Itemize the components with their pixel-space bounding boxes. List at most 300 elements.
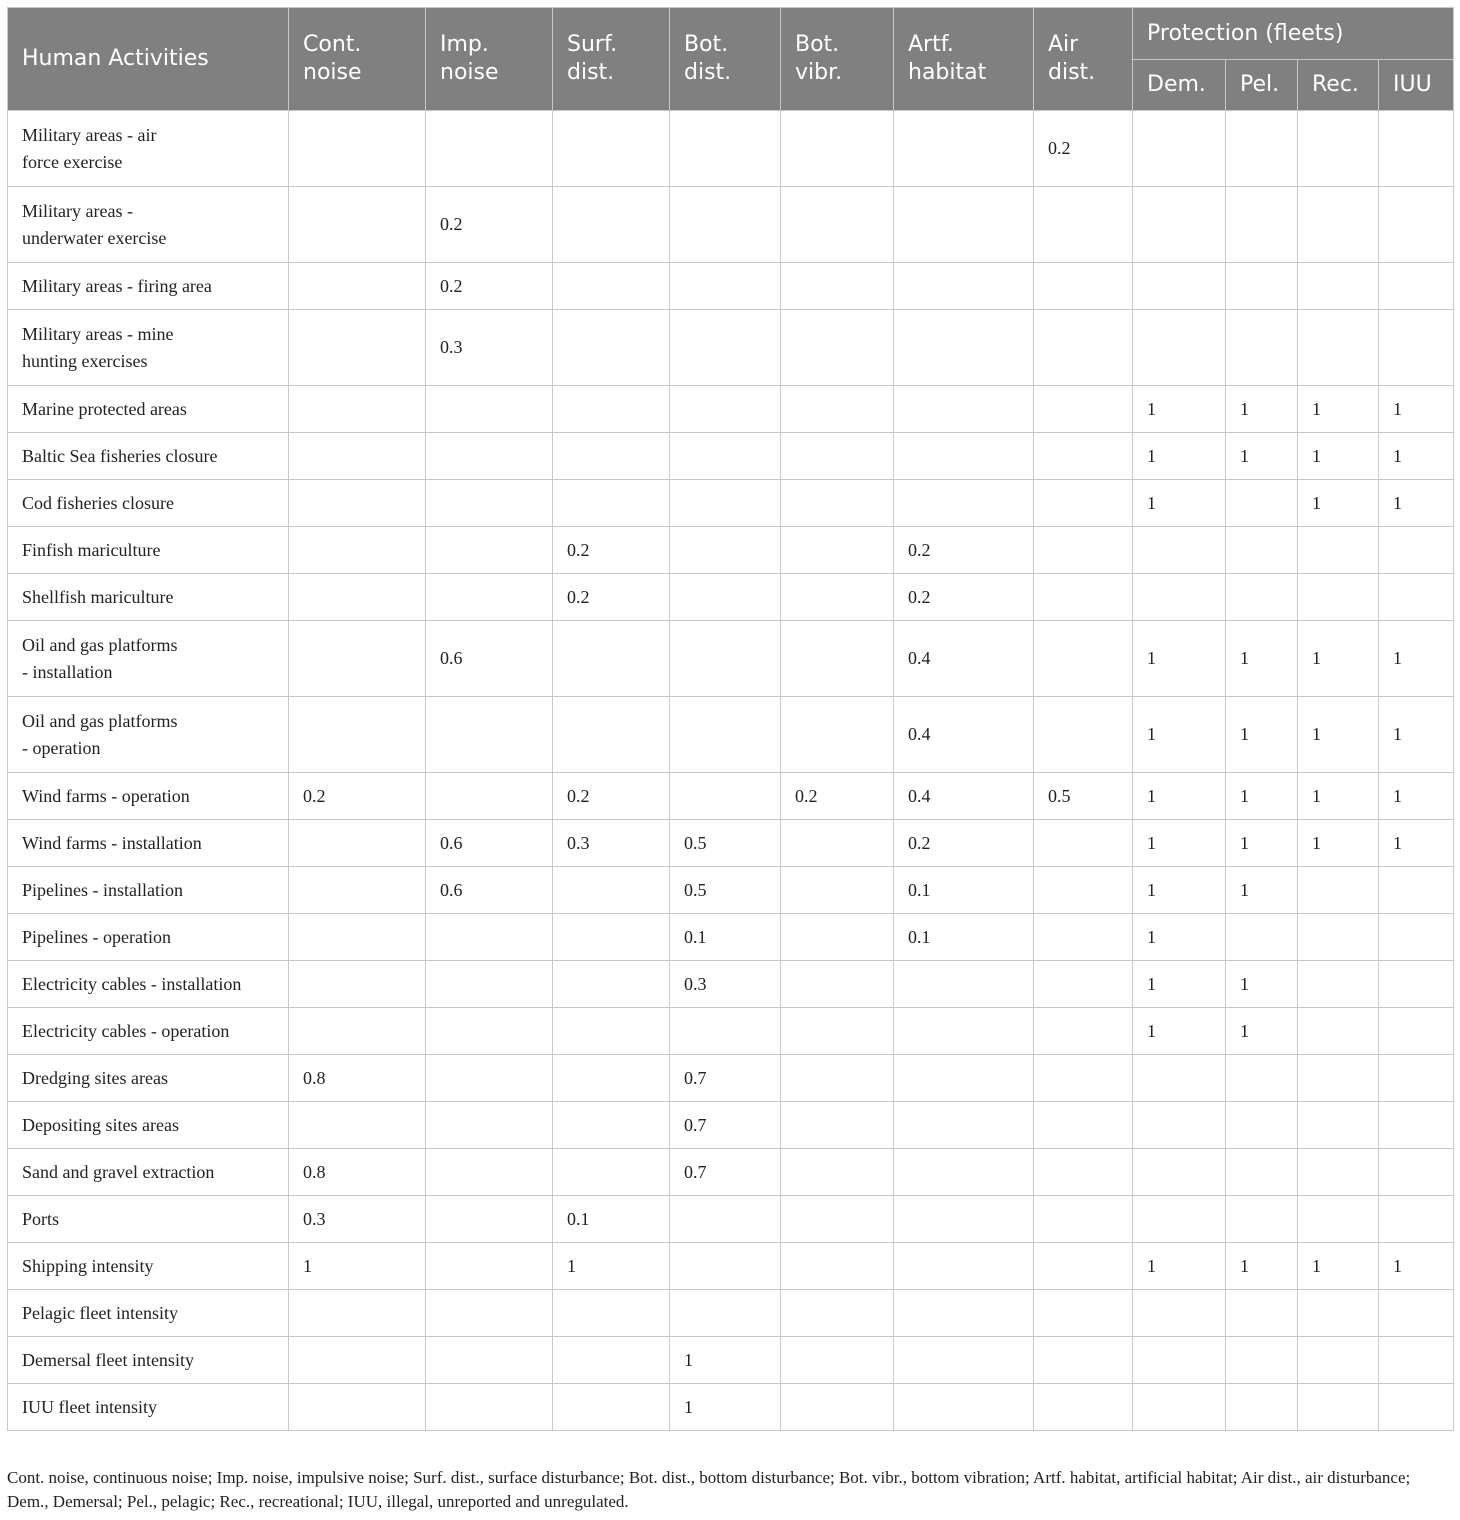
value-cell (670, 480, 781, 527)
table-row (8, 310, 1454, 386)
value-cell (1379, 263, 1454, 310)
value-cell (670, 1196, 781, 1243)
value-cell (1379, 1055, 1454, 1102)
value-cell (1034, 263, 1133, 310)
value-cell (1226, 1290, 1298, 1337)
value-cell (894, 1196, 1034, 1243)
value-cell (894, 386, 1034, 433)
value-cell: 1 (1379, 433, 1454, 480)
value-cell (781, 386, 894, 433)
value-cell: 0.5 (670, 867, 781, 914)
value-cell (1133, 111, 1226, 187)
activity-cell: Shipping intensity (8, 1243, 289, 1290)
header-imp-noise: Imp. noise (426, 8, 553, 111)
value-cell (781, 527, 894, 574)
value-cell (1034, 386, 1133, 433)
value-cell: 0.3 (553, 820, 670, 867)
value-cell (1034, 1243, 1133, 1290)
table-row (8, 1008, 1454, 1055)
value-cell (289, 697, 426, 773)
value-cell (426, 480, 553, 527)
activity-cell: Military areas - firing area (8, 263, 289, 310)
value-cell (1379, 574, 1454, 621)
value-cell (1226, 1149, 1298, 1196)
header-dem: Dem. (1133, 60, 1226, 111)
value-cell (1133, 263, 1226, 310)
table-footnote: Cont. noise, continuous noise; Imp. noise, impulsive noise; Surf. dist., surface disturbance; Bot. dist., bottom disturbance; Bot. vibr., bottom vibration; Artf. habitat, artificial habitat; Air dist., air disturbance; Dem., Demersal; Pel., pelagic; Rec., recreational; IUU, illegal, unreported and unregulated. (7, 1468, 1411, 1511)
activity-cell: Demersal fleet intensity (8, 1337, 289, 1384)
value-cell (553, 480, 670, 527)
value-cell (781, 1196, 894, 1243)
value-cell (1133, 1102, 1226, 1149)
value-cell (426, 1008, 553, 1055)
value-cell (1379, 914, 1454, 961)
value-cell (1034, 621, 1133, 697)
value-cell: 0.2 (553, 773, 670, 820)
value-cell: 0.7 (670, 1055, 781, 1102)
value-cell: 0.8 (289, 1055, 426, 1102)
value-cell (894, 111, 1034, 187)
activity-cell: Pipelines - operation (8, 914, 289, 961)
value-cell: 1 (1133, 697, 1226, 773)
header-human-activities: Human Activities (8, 8, 289, 111)
table-row (8, 697, 1454, 773)
value-cell (1034, 1008, 1133, 1055)
value-cell: 0.3 (670, 961, 781, 1008)
value-cell: 0.1 (894, 867, 1034, 914)
value-cell (1034, 1196, 1133, 1243)
value-cell: 1 (670, 1384, 781, 1431)
value-cell (1226, 527, 1298, 574)
activity-cell: Pelagic fleet intensity (8, 1290, 289, 1337)
value-cell (426, 1290, 553, 1337)
value-cell (781, 1384, 894, 1431)
table-row (8, 1196, 1454, 1243)
value-cell (1379, 1149, 1454, 1196)
value-cell (670, 773, 781, 820)
value-cell (781, 480, 894, 527)
activity-cell: Baltic Sea fisheries closure (8, 433, 289, 480)
value-cell (426, 1243, 553, 1290)
value-cell (670, 386, 781, 433)
activity-cell: Military areas - air force exercise (8, 111, 289, 187)
value-cell (670, 1008, 781, 1055)
table-row (8, 386, 1454, 433)
value-cell (1133, 1055, 1226, 1102)
header-bot-dist: Bot. dist. (670, 8, 781, 111)
value-cell (289, 867, 426, 914)
value-cell (781, 1290, 894, 1337)
value-cell: 1 (1226, 961, 1298, 1008)
table-row (8, 111, 1454, 187)
value-cell: 0.2 (1034, 111, 1133, 187)
value-cell: 1 (1133, 1008, 1226, 1055)
value-cell (1298, 111, 1379, 187)
value-cell: 0.3 (289, 1196, 426, 1243)
value-cell (426, 773, 553, 820)
table-body (8, 111, 1454, 1431)
value-cell (1133, 1384, 1226, 1431)
value-cell: 0.5 (670, 820, 781, 867)
value-cell: 0.2 (553, 527, 670, 574)
value-cell (1379, 1008, 1454, 1055)
value-cell (553, 914, 670, 961)
value-cell (1034, 310, 1133, 386)
value-cell (781, 1149, 894, 1196)
value-cell (1226, 310, 1298, 386)
value-cell (894, 433, 1034, 480)
value-cell (670, 697, 781, 773)
value-cell (781, 310, 894, 386)
value-cell (1298, 1196, 1379, 1243)
value-cell: 1 (1133, 1243, 1226, 1290)
table-row (8, 263, 1454, 310)
value-cell (1034, 1149, 1133, 1196)
value-cell: 1 (1226, 386, 1298, 433)
value-cell (553, 263, 670, 310)
value-cell (781, 867, 894, 914)
value-cell (1226, 574, 1298, 621)
value-cell (1379, 961, 1454, 1008)
value-cell (426, 1384, 553, 1431)
value-cell (1226, 111, 1298, 187)
value-cell (1034, 914, 1133, 961)
value-cell (670, 187, 781, 263)
value-cell (1379, 1384, 1454, 1431)
value-cell: 1 (1133, 914, 1226, 961)
value-cell (1298, 1008, 1379, 1055)
value-cell: 1 (289, 1243, 426, 1290)
value-cell (1298, 527, 1379, 574)
value-cell: 1 (1379, 820, 1454, 867)
value-cell: 0.5 (1034, 773, 1133, 820)
value-cell: 1 (1298, 386, 1379, 433)
value-cell (1226, 914, 1298, 961)
value-cell (894, 1243, 1034, 1290)
value-cell: 0.7 (670, 1149, 781, 1196)
value-cell (894, 961, 1034, 1008)
value-cell: 1 (553, 1243, 670, 1290)
value-cell (1034, 1337, 1133, 1384)
value-cell (1298, 867, 1379, 914)
activity-cell: Electricity cables - operation (8, 1008, 289, 1055)
activity-cell: IUU fleet intensity (8, 1384, 289, 1431)
table-row (8, 1149, 1454, 1196)
value-cell: 1 (1226, 621, 1298, 697)
value-cell (1133, 1290, 1226, 1337)
value-cell (781, 820, 894, 867)
pressure-table (7, 7, 1454, 1431)
value-cell: 1 (1133, 820, 1226, 867)
value-cell (1034, 527, 1133, 574)
value-cell (553, 111, 670, 187)
value-cell (781, 961, 894, 1008)
value-cell: 0.6 (426, 820, 553, 867)
value-cell: 0.1 (894, 914, 1034, 961)
header-surf-dist: Surf. dist. (553, 8, 670, 111)
value-cell (670, 310, 781, 386)
value-cell: 1 (1379, 386, 1454, 433)
value-cell: 1 (1133, 773, 1226, 820)
value-cell (289, 961, 426, 1008)
table-row (8, 527, 1454, 574)
value-cell: 1 (1298, 773, 1379, 820)
value-cell (670, 621, 781, 697)
value-cell (426, 961, 553, 1008)
value-cell (1298, 1055, 1379, 1102)
value-cell (1034, 1055, 1133, 1102)
table-row (8, 1243, 1454, 1290)
value-cell (781, 697, 894, 773)
value-cell (426, 433, 553, 480)
value-cell (553, 1149, 670, 1196)
value-cell: 1 (1133, 433, 1226, 480)
value-cell (894, 1384, 1034, 1431)
value-cell (289, 527, 426, 574)
value-cell: 1 (1379, 621, 1454, 697)
value-cell (289, 621, 426, 697)
value-cell (894, 1290, 1034, 1337)
value-cell (1034, 1384, 1133, 1431)
header-artf-habitat: Artf. habitat (894, 8, 1034, 111)
value-cell (1034, 480, 1133, 527)
value-cell: 1 (1226, 433, 1298, 480)
value-cell: 1 (1133, 621, 1226, 697)
value-cell: 1 (1226, 697, 1298, 773)
value-cell (1226, 1337, 1298, 1384)
value-cell (1379, 1337, 1454, 1384)
value-cell (289, 310, 426, 386)
value-cell (1379, 867, 1454, 914)
value-cell: 1 (670, 1337, 781, 1384)
value-cell (781, 187, 894, 263)
value-cell (553, 310, 670, 386)
value-cell (1133, 187, 1226, 263)
value-cell (289, 1337, 426, 1384)
value-cell: 1 (1298, 697, 1379, 773)
value-cell: 0.4 (894, 697, 1034, 773)
value-cell (781, 111, 894, 187)
value-cell (894, 1102, 1034, 1149)
value-cell (553, 697, 670, 773)
table-row (8, 1384, 1454, 1431)
activity-cell: Cod fisheries closure (8, 480, 289, 527)
value-cell (1379, 1196, 1454, 1243)
value-cell (894, 1008, 1034, 1055)
value-cell: 0.2 (894, 820, 1034, 867)
value-cell (426, 1102, 553, 1149)
value-cell (1379, 1290, 1454, 1337)
value-cell (426, 527, 553, 574)
value-cell: 1 (1226, 1243, 1298, 1290)
value-cell (894, 1055, 1034, 1102)
value-cell (426, 574, 553, 621)
activity-cell: Wind farms - operation (8, 773, 289, 820)
value-cell: 0.1 (670, 914, 781, 961)
value-cell (894, 310, 1034, 386)
value-cell (1379, 187, 1454, 263)
value-cell (781, 1337, 894, 1384)
activity-cell: Wind farms - installation (8, 820, 289, 867)
value-cell: 1 (1226, 1008, 1298, 1055)
value-cell (1034, 574, 1133, 621)
value-cell: 1 (1133, 961, 1226, 1008)
value-cell (894, 480, 1034, 527)
table-row (8, 433, 1454, 480)
activity-cell: Finfish mariculture (8, 527, 289, 574)
value-cell (1034, 1102, 1133, 1149)
value-cell: 1 (1298, 820, 1379, 867)
value-cell (1379, 527, 1454, 574)
value-cell (670, 1290, 781, 1337)
activity-cell: Electricity cables - installation (8, 961, 289, 1008)
value-cell (1298, 187, 1379, 263)
value-cell: 1 (1379, 1243, 1454, 1290)
value-cell: 0.2 (553, 574, 670, 621)
value-cell (1226, 1102, 1298, 1149)
value-cell (1298, 1102, 1379, 1149)
value-cell: 0.2 (426, 187, 553, 263)
table-row (8, 961, 1454, 1008)
table-row (8, 621, 1454, 697)
value-cell (670, 111, 781, 187)
value-cell (1298, 914, 1379, 961)
value-cell (1379, 111, 1454, 187)
value-cell (1379, 1102, 1454, 1149)
value-cell: 1 (1133, 480, 1226, 527)
value-cell (781, 574, 894, 621)
value-cell (426, 1149, 553, 1196)
value-cell (1226, 1196, 1298, 1243)
value-cell (781, 621, 894, 697)
value-cell (553, 187, 670, 263)
value-cell: 1 (1298, 621, 1379, 697)
table-row (8, 1102, 1454, 1149)
activity-cell: Oil and gas platforms - installation (8, 621, 289, 697)
value-cell: 1 (1379, 480, 1454, 527)
value-cell (1298, 1290, 1379, 1337)
value-cell (426, 697, 553, 773)
value-cell (1133, 527, 1226, 574)
value-cell (1034, 867, 1133, 914)
value-cell (781, 914, 894, 961)
value-cell (289, 480, 426, 527)
value-cell (553, 1337, 670, 1384)
value-cell (1133, 1149, 1226, 1196)
header-pel: Pel. (1226, 60, 1298, 111)
value-cell: 1 (1298, 1243, 1379, 1290)
value-cell (426, 386, 553, 433)
value-cell (289, 1008, 426, 1055)
value-cell (289, 914, 426, 961)
value-cell (553, 1055, 670, 1102)
value-cell (553, 867, 670, 914)
activity-cell: Depositing sites areas (8, 1102, 289, 1149)
value-cell (289, 1384, 426, 1431)
value-cell (289, 820, 426, 867)
value-cell (781, 1008, 894, 1055)
value-cell (553, 1008, 670, 1055)
value-cell: 0.1 (553, 1196, 670, 1243)
activity-cell: Sand and gravel extraction (8, 1149, 289, 1196)
activity-cell: Shellfish mariculture (8, 574, 289, 621)
value-cell (1226, 263, 1298, 310)
value-cell (1034, 1290, 1133, 1337)
value-cell (1298, 1337, 1379, 1384)
table-row (8, 1055, 1454, 1102)
value-cell (553, 433, 670, 480)
header-rec: Rec. (1298, 60, 1379, 111)
activity-cell: Military areas - mine hunting exercises (8, 310, 289, 386)
value-cell: 1 (1133, 386, 1226, 433)
value-cell: 0.3 (426, 310, 553, 386)
value-cell (781, 1055, 894, 1102)
table-row (8, 187, 1454, 263)
value-cell (553, 1384, 670, 1431)
value-cell (426, 111, 553, 187)
value-cell: 0.8 (289, 1149, 426, 1196)
value-cell (1226, 480, 1298, 527)
value-cell (553, 961, 670, 1008)
value-cell (1034, 820, 1133, 867)
value-cell (894, 1337, 1034, 1384)
value-cell (289, 263, 426, 310)
value-cell (426, 1337, 553, 1384)
activity-cell: Pipelines - installation (8, 867, 289, 914)
value-cell: 1 (1226, 820, 1298, 867)
value-cell: 0.2 (289, 773, 426, 820)
value-cell (1298, 1149, 1379, 1196)
value-cell: 0.2 (426, 263, 553, 310)
value-cell (670, 433, 781, 480)
activity-cell: Dredging sites areas (8, 1055, 289, 1102)
table-row (8, 1290, 1454, 1337)
value-cell (670, 1243, 781, 1290)
value-cell (1298, 961, 1379, 1008)
value-cell (1226, 1055, 1298, 1102)
value-cell (426, 914, 553, 961)
value-cell (1034, 187, 1133, 263)
value-cell: 0.2 (781, 773, 894, 820)
value-cell (1133, 310, 1226, 386)
value-cell: 1 (1226, 867, 1298, 914)
value-cell (894, 187, 1034, 263)
value-cell (1298, 1384, 1379, 1431)
value-cell: 0.7 (670, 1102, 781, 1149)
value-cell (553, 386, 670, 433)
table-row (8, 867, 1454, 914)
value-cell (894, 263, 1034, 310)
value-cell (1226, 187, 1298, 263)
value-cell (289, 111, 426, 187)
value-cell (289, 386, 426, 433)
header-air-dist: Air dist. (1034, 8, 1133, 111)
value-cell (1034, 697, 1133, 773)
value-cell: 0.2 (894, 574, 1034, 621)
value-cell: 0.6 (426, 867, 553, 914)
header-bot-vibr: Bot. vibr. (781, 8, 894, 111)
value-cell (670, 527, 781, 574)
value-cell (670, 574, 781, 621)
value-cell: 1 (1379, 773, 1454, 820)
value-cell (1298, 310, 1379, 386)
value-cell (1034, 433, 1133, 480)
table-row (8, 1337, 1454, 1384)
value-cell (553, 621, 670, 697)
value-cell (781, 1102, 894, 1149)
value-cell (1133, 574, 1226, 621)
header-protection-fleets: Protection (fleets) (1133, 8, 1454, 60)
